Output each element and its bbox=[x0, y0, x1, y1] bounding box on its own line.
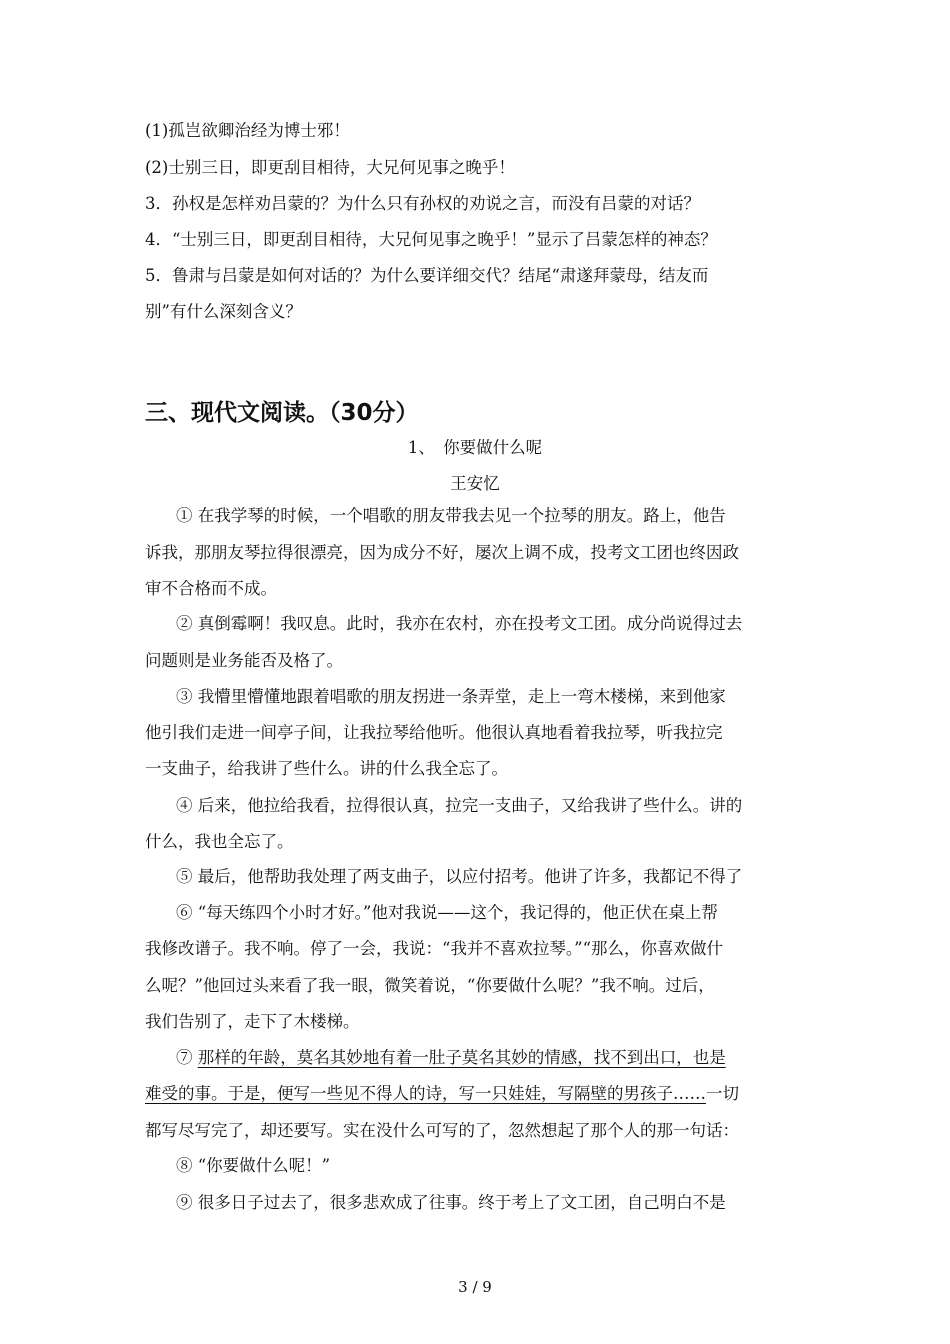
paragraph-marker: ⑦ bbox=[176, 1048, 198, 1067]
article-line: 问题则是业务能否及格了。 bbox=[145, 651, 343, 670]
section-heading: 三、现代文阅读。（30分） bbox=[145, 400, 419, 426]
article-line: ⑥ “每天练四个小时才好。”他对我说——这个，我记得的，他正伏在桌上帮 bbox=[176, 903, 718, 922]
article-line: ⑧ “你要做什么呢！” bbox=[176, 1156, 331, 1175]
article-line: 什么，我也全忘了。 bbox=[145, 832, 294, 851]
article-line bbox=[176, 1048, 726, 1068]
question-line: 3．孙权是怎样劝吕蒙的？为什么只有孙权的劝说之言，而没有吕蒙的对话？ bbox=[145, 194, 700, 213]
article-line: 一支曲子，给我讲了些什么。讲的什么我全忘了。 bbox=[145, 759, 508, 778]
question-line: 5．鲁肃与吕蒙是如何对话的？为什么要详细交代？结尾“肃遂拜蒙母，结友而 bbox=[145, 266, 709, 285]
question-line: 别”有什么深刻含义？ bbox=[145, 302, 302, 321]
line-text: 一切 bbox=[706, 1084, 739, 1103]
article-line: ③ 我懵里懵懂地跟着唱歌的朋友拐进一条弄堂，走上一弯木楼梯，来到他家 bbox=[176, 687, 726, 706]
article-line: ⑨ 很多日子过去了，很多悲欢成了往事。终于考上了文工团，自己明白不是 bbox=[176, 1193, 726, 1212]
article-line: 他引我们走进一间亭子间，让我拉琴给他听。他很认真地看着我拉琴，听我拉完 bbox=[145, 723, 723, 742]
underlined-text: 难受的事。于是，便写一些见不得人的诗，写一只娃娃，写隔壁的男孩子…… bbox=[145, 1084, 706, 1103]
article-line: 审不合格而不成。 bbox=[145, 579, 277, 598]
underlined-text: 那样的年龄，莫名其妙地有着一肚子莫名其妙的情感，找不到出口，也是 bbox=[197, 1048, 726, 1067]
article-line: ② 真倒霉啊！我叹息。此时，我亦在农村，亦在投考文工团。成分尚说得过去 bbox=[176, 614, 743, 633]
page-number: 3 / 9 bbox=[458, 1278, 492, 1296]
article-line: 我们告别了，走下了木楼梯。 bbox=[145, 1012, 360, 1031]
question-line: 4．“士别三日，即更刮目相待，大兄何见事之晚乎！”显示了吕蒙怎样的神态？ bbox=[145, 230, 717, 249]
article-line: 么呢？”他回过头来看了我一眼，微笑着说，“你要做什么呢？”我不响。过后， bbox=[145, 976, 715, 995]
question-line: (1)孤岂欲卿治经为博士邪！ bbox=[145, 121, 350, 140]
article-line: 诉我，那朋友琴拉得很漂亮，因为成分不好，屡次上调不成，投考文工团也终因政 bbox=[145, 543, 739, 562]
article-line: 我修改谱子。我不响。停了一会，我说：“我并不喜欢拉琴。”“那么，你喜欢做什 bbox=[145, 939, 724, 958]
article-title: 1、 你要做什么呢 bbox=[407, 438, 543, 457]
article-line bbox=[145, 1084, 739, 1104]
article-author: 王安忆 bbox=[450, 474, 500, 493]
article-line: ④ 后来，他拉给我看，拉得很认真，拉完一支曲子，又给我讲了些什么。讲的 bbox=[176, 796, 743, 815]
article-line: 都写尽写完了，却还要写。实在没什么可写的了，忽然想起了那个人的那一句话： bbox=[145, 1121, 739, 1140]
question-line: (2)士别三日，即更刮目相待，大兄何见事之晚乎！ bbox=[145, 158, 515, 177]
article-line: ⑤ 最后，他帮助我处理了两支曲子，以应付招考。他讲了许多，我都记不得了 bbox=[176, 867, 743, 886]
article-line: ① 在我学琴的时候，一个唱歌的朋友带我去见一个拉琴的朋友。路上，他告 bbox=[176, 506, 726, 525]
